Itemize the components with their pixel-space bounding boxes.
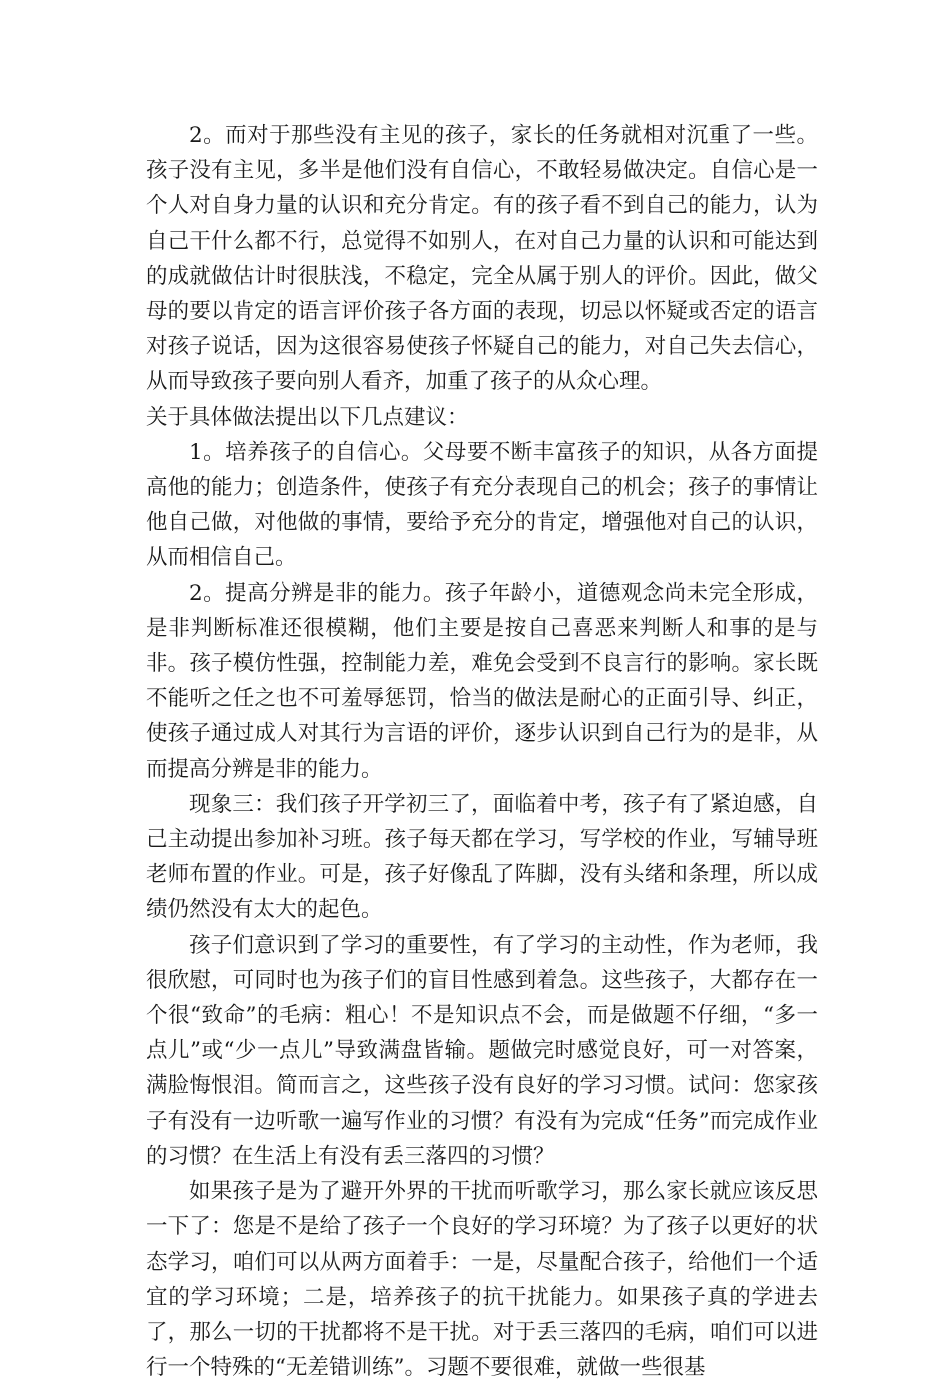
paragraph-build-confidence: 1。培养孩子的自信心。父母要不断丰富孩子的知识，从各方面提高他的能力；创造条件，使孩子有充分表现自己的机会；孩子的事情让他自己做，对他做的事情，要给予充分的肯定，增强他对自己的认识，从而相信自己。 [146, 439, 818, 571]
paragraph-study-habits: 孩子们意识到了学习的重要性，有了学习的主动性，作为老师，我很欣慰，可同时也为孩子们的盲目性感到着急。这些孩子，大都存在一个很“致命”的毛病：粗心！不是知识点不会，而是做题不仔细，“多一点儿”或“少一点儿”导致满盘皆输。题做完时感觉良好，可一对答案，满脸悔恨泪。简而言之，这些孩子没有良好的学习习惯。试问：您家孩子有没有一边听歌一遍写作业的习惯？有没有为完成“任务”而完成作业的习惯？在生活上有没有丢三落四的习惯？ [146, 932, 818, 1169]
paragraph-no-opinion-children: 2。而对于那些没有主见的孩子，家长的任务就相对沉重了一些。孩子没有主见，多半是他们没有自信心，不敢轻易做决定。自信心是一个人对自身力量的认识和充分肯定。有的孩子看不到自己的能力，认为自己干什么都不行，总觉得不如别人，在对自己力量的认识和可能达到的成就做估计时很肤浅，不稳定，完全从属于别人的评价。因此，做父母的要以肯定的语言评价孩子各方面的表现，切忌以怀疑或否定的语言对孩子说话，因为这很容易使孩子怀疑自己的能力，对自己失去信心，从而导致孩子要向别人看齐，加重了孩子的从众心理。 [146, 123, 818, 395]
paragraph-environment-advice: 如果孩子是为了避开外界的干扰而听歌学习，那么家长就应该反思一下了：您是不是给了孩子一个良好的学习环境？为了孩子以更好的状态学习，咱们可以从两方面着手：一是，尽量配合孩子，给他们一个适宜的学习环境；二是，培养孩子的抗干扰能力。如果孩子真的学进去了，那么一切的干扰都将不是干扰。对于丢三落四的毛病，咱们可以进行一个特殊的“无差错训练”。习题不要很难，就做一些很基 [146, 1179, 818, 1381]
paragraph-discernment: 2。提高分辨是非的能力。孩子年龄小，道德观念尚未完全形成，是非判断标准还很模糊，他们主要是按自己喜恶来判断人和事的是与非。孩子模仿性强，控制能力差，难免会受到不良言行的影响。家长既不能听之任之也不可羞辱惩罚，恰当的做法是耐心的正面引导、纠正，使孩子通过成人对其行为言语的评价，逐步认识到自己行为的是非，从而提高分辨是非的能力。 [146, 580, 818, 782]
paragraph-suggestions-intro: 关于具体做法提出以下几点建议： [146, 404, 469, 430]
paragraph-phenomenon-three: 现象三：我们孩子开学初三了，面临着中考，孩子有了紧迫感，自己主动提出参加补习班。孩子每天都在学习，写学校的作业，写辅导班老师布置的作业。可是，孩子好像乱了阵脚，没有头绪和条理，所以成绩仍然没有太大的起色。 [146, 791, 818, 923]
document-page [146, 118, 818, 1385]
